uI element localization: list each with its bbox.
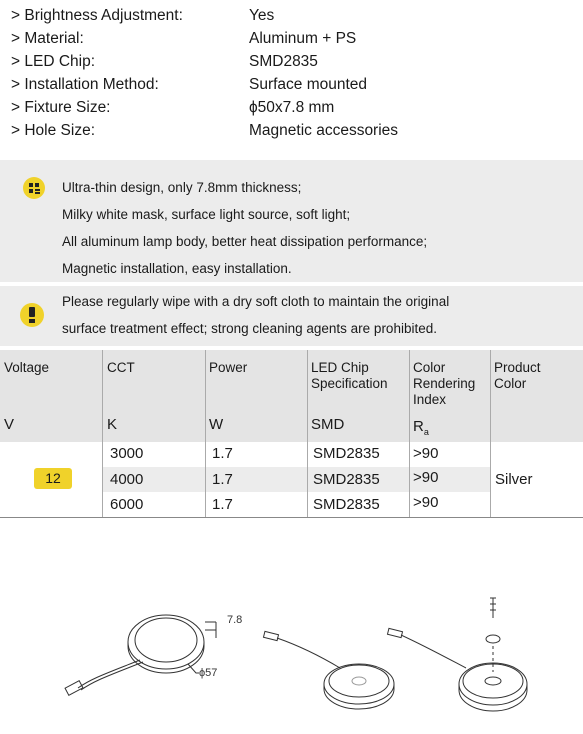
header-power: Power [209, 360, 248, 375]
unit-cri-subscript: a [423, 427, 429, 437]
cell-chip: SMD2835 [313, 471, 380, 488]
cell-chip: SMD2835 [313, 445, 380, 462]
unit-cct: K [107, 416, 118, 433]
feature-line: Ultra-thin design, only 7.8mm thickness; [62, 180, 302, 195]
spec-label: > Hole Size: [11, 122, 96, 139]
column-divider [102, 350, 103, 517]
cell-chip: SMD2835 [313, 496, 380, 513]
spec-row [0, 122, 583, 144]
column-divider [307, 350, 308, 517]
cell-power: 1.7 [212, 471, 233, 488]
spec-row [0, 76, 583, 98]
cell-product-color: Silver [495, 471, 533, 488]
spec-value: Aluminum + PS [249, 30, 357, 47]
warning-panel [0, 286, 583, 346]
spec-value: ϕ50x7.8 mm [249, 99, 335, 116]
puck-mount-view [387, 598, 527, 711]
header-cct: CCT [107, 360, 135, 375]
spec-label: > Material: [11, 30, 84, 47]
column-divider [490, 350, 491, 517]
cell-cri: >90 [413, 469, 439, 486]
header-cri: Color Rendering Index [413, 360, 476, 407]
unit-voltage: V [4, 416, 15, 433]
spec-list [0, 0, 583, 153]
dimension-diameter: ϕ57 [199, 667, 218, 679]
spec-value: SMD2835 [249, 53, 318, 70]
header-product-color: Product Color [494, 360, 541, 391]
cell-power: 1.7 [212, 445, 233, 462]
unit-power: W [209, 416, 224, 433]
spec-value: Surface mounted [249, 76, 368, 93]
warning-icon [20, 303, 44, 327]
cell-cct: 4000 [110, 471, 144, 488]
spec-label: > LED Chip: [11, 53, 96, 70]
cell-cct: 3000 [110, 445, 144, 462]
feature-list-icon [23, 177, 45, 199]
header-led-chip: LED Chip Specification [311, 360, 388, 391]
feature-line: All aluminum lamp body, better heat dissipation performance; [62, 234, 428, 249]
column-divider [205, 350, 206, 517]
features-panel [0, 160, 583, 282]
spec-label: > Installation Method: [11, 76, 159, 93]
cell-power: 1.7 [212, 496, 233, 513]
spec-label: > Fixture Size: [11, 99, 111, 116]
spec-table [0, 350, 583, 518]
cell-cct: 6000 [110, 496, 144, 513]
column-divider [409, 350, 410, 517]
spec-row [0, 7, 583, 29]
feature-line: Milky white mask, surface light source, soft light; [62, 207, 351, 222]
unit-chip: SMD [311, 416, 345, 433]
unit-cri-label: R [413, 418, 424, 435]
spec-row [0, 53, 583, 75]
dimension-drawing [0, 560, 583, 734]
dimension-thickness: 7.8 [227, 614, 243, 626]
puck-dimension-view [65, 615, 216, 695]
product-drawings [0, 560, 583, 734]
warning-line: Please regularly wipe with a dry soft cloth to maintain the original [62, 294, 450, 309]
spec-row [0, 30, 583, 52]
spec-row [0, 99, 583, 121]
puck-view [263, 631, 394, 709]
table-bottom-rule [0, 517, 583, 518]
cell-cri: >90 [413, 494, 439, 511]
header-voltage: Voltage [4, 360, 50, 375]
spec-value: Magnetic accessories [249, 122, 399, 139]
spec-label: > Brightness Adjustment: [11, 7, 183, 24]
warning-line: surface treatment effect; strong cleaning agents are prohibited. [62, 321, 437, 336]
spec-value: Yes [249, 7, 275, 24]
voltage-badge: 12 [34, 468, 72, 489]
cell-cri: >90 [413, 445, 439, 462]
unit-cri [413, 418, 429, 437]
feature-line: Magnetic installation, easy installation. [62, 261, 292, 276]
